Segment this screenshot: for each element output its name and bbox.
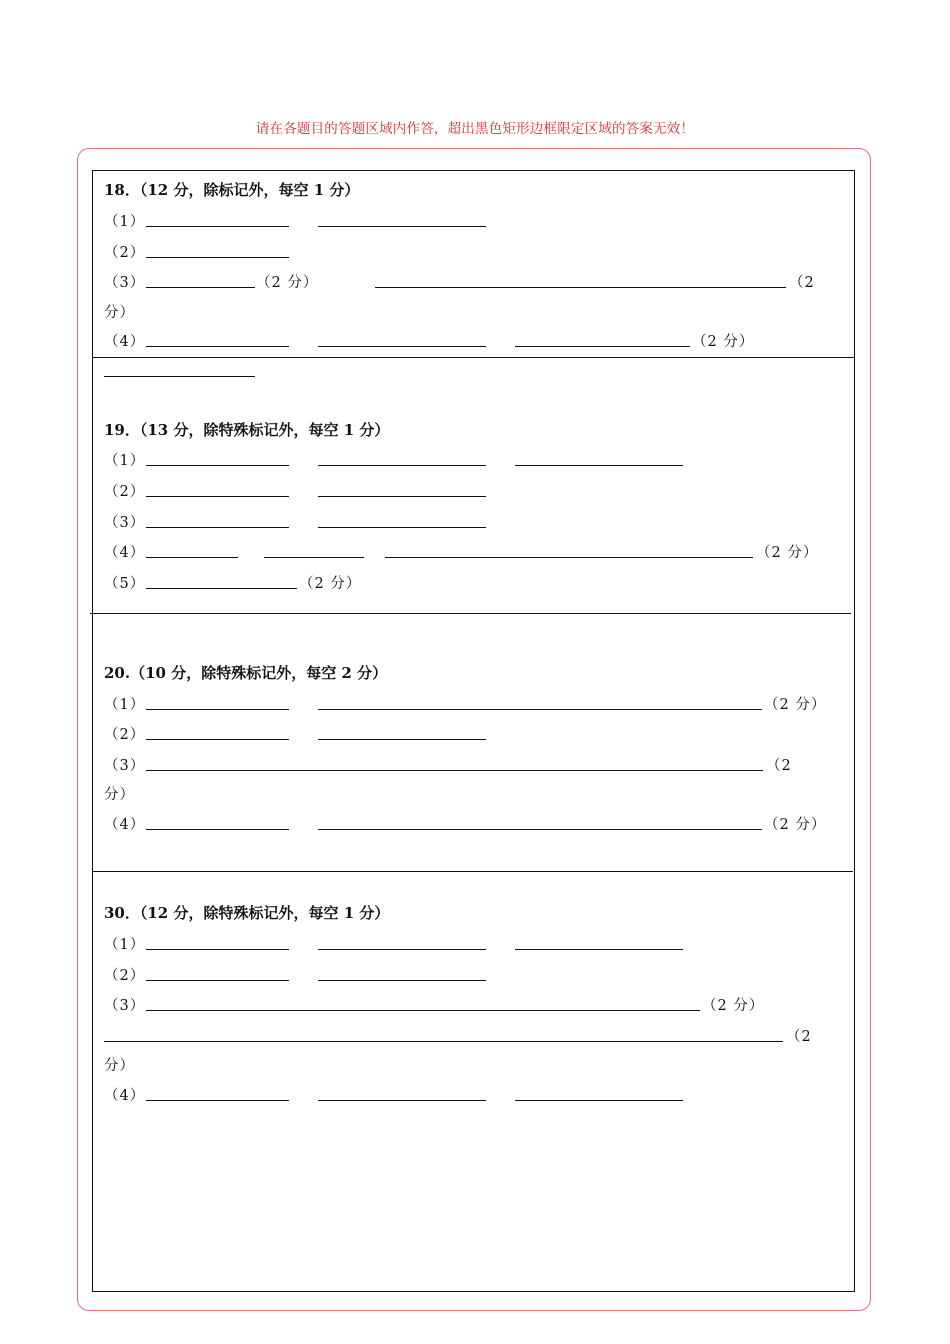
q18-4-blank-4[interactable] <box>104 376 255 377</box>
q30-4-blank-3[interactable] <box>515 1100 683 1101</box>
q20-4-blank-2[interactable] <box>318 829 762 830</box>
q19-part-5-label: （5） <box>104 576 146 592</box>
q19-4-blank-2[interactable] <box>264 557 364 558</box>
q18-part-2-label: （2） <box>104 245 146 261</box>
q20-1-blank-2[interactable] <box>318 709 762 710</box>
q19-4-blank-3[interactable] <box>385 557 753 558</box>
question-20-title: 20.（10 分，除特殊标记外，每空 2 分） <box>104 664 388 682</box>
q30-part-3-label: （3） <box>104 998 146 1014</box>
q18-3-blank-2[interactable] <box>375 287 786 288</box>
q30-1-blank-1[interactable] <box>146 949 289 950</box>
q19-4-blank-1[interactable] <box>146 557 238 558</box>
q18-3-score-1: （2 分） <box>256 275 319 291</box>
divider-19-20 <box>90 613 851 614</box>
q20-part-3-label: （3） <box>104 758 146 774</box>
q20-2-blank-1[interactable] <box>146 739 289 740</box>
q20-2-blank-2[interactable] <box>318 739 486 740</box>
q18-2-blank-1[interactable] <box>146 257 289 258</box>
q20-4-blank-1[interactable] <box>146 829 289 830</box>
q30-part-2-label: （2） <box>104 968 146 984</box>
q18-3-blank-1[interactable] <box>146 287 255 288</box>
q30-part-4-label: （4） <box>104 1088 146 1104</box>
q18-part-3-label: （3） <box>104 275 146 291</box>
q19-5-score: （2 分） <box>299 576 362 592</box>
divider-18-19 <box>92 357 855 358</box>
q19-4-score: （2 分） <box>756 545 819 561</box>
q18-4-score: （2 分） <box>692 334 755 350</box>
question-18-title: 18．（12 分，除标记外，每空 1 分） <box>104 181 360 199</box>
q20-1-score: （2 分） <box>764 697 827 713</box>
q20-3-score: （2 <box>766 758 792 774</box>
q18-part-4-label: （4） <box>104 334 146 350</box>
q30-3-score-2-wrap: 分） <box>104 1058 135 1074</box>
q18-4-blank-3[interactable] <box>515 346 690 347</box>
divider-20-30 <box>92 871 853 872</box>
q30-2-blank-1[interactable] <box>146 980 289 981</box>
q30-3-blank-1[interactable] <box>146 1010 700 1011</box>
q30-3-score-2: （2 <box>786 1029 812 1045</box>
q19-2-blank-2[interactable] <box>318 496 486 497</box>
q20-part-1-label: （1） <box>104 697 146 713</box>
q20-4-score: （2 分） <box>764 817 827 833</box>
q18-1-blank-2[interactable] <box>318 226 486 227</box>
q19-part-3-label: （3） <box>104 515 146 531</box>
exam-warning: 请在各题目的答题区域内作答，超出黑色矩形边框限定区域的答案无效！ <box>255 121 695 137</box>
q30-4-blank-1[interactable] <box>146 1100 289 1101</box>
q19-1-blank-3[interactable] <box>515 465 683 466</box>
q19-part-2-label: （2） <box>104 484 146 500</box>
q18-4-blank-2[interactable] <box>318 346 486 347</box>
q30-3-score-1: （2 分） <box>702 998 765 1014</box>
q30-1-blank-2[interactable] <box>318 949 486 950</box>
q18-4-blank-1[interactable] <box>146 346 289 347</box>
q19-5-blank-1[interactable] <box>146 588 297 589</box>
q30-part-1-label: （1） <box>104 937 146 953</box>
q18-3-score-2-wrap: 分） <box>104 305 135 321</box>
q19-3-blank-2[interactable] <box>318 527 486 528</box>
q19-3-blank-1[interactable] <box>146 527 289 528</box>
q18-part-1-label: （1） <box>104 214 146 230</box>
q19-2-blank-1[interactable] <box>146 496 289 497</box>
q19-part-4-label: （4） <box>104 545 146 561</box>
q19-1-blank-2[interactable] <box>318 465 486 466</box>
q20-part-2-label: （2） <box>104 727 146 743</box>
question-30-title: 30．（12 分，除特殊标记外，每空 1 分） <box>104 904 390 922</box>
q18-3-score-2: （2 <box>789 275 815 291</box>
q18-1-blank-1[interactable] <box>146 226 289 227</box>
q30-2-blank-2[interactable] <box>318 980 486 981</box>
question-19-title: 19．（13 分，除特殊标记外，每空 1 分） <box>104 421 390 439</box>
q30-4-blank-2[interactable] <box>318 1100 486 1101</box>
q20-3-score-wrap: 分） <box>104 787 135 803</box>
q30-1-blank-3[interactable] <box>515 949 683 950</box>
q20-3-blank-1[interactable] <box>146 770 763 771</box>
q20-1-blank-1[interactable] <box>146 709 289 710</box>
q20-part-4-label: （4） <box>104 817 146 833</box>
q30-3-blank-2[interactable] <box>104 1041 783 1042</box>
q19-part-1-label: （1） <box>104 453 146 469</box>
q19-1-blank-1[interactable] <box>146 465 289 466</box>
